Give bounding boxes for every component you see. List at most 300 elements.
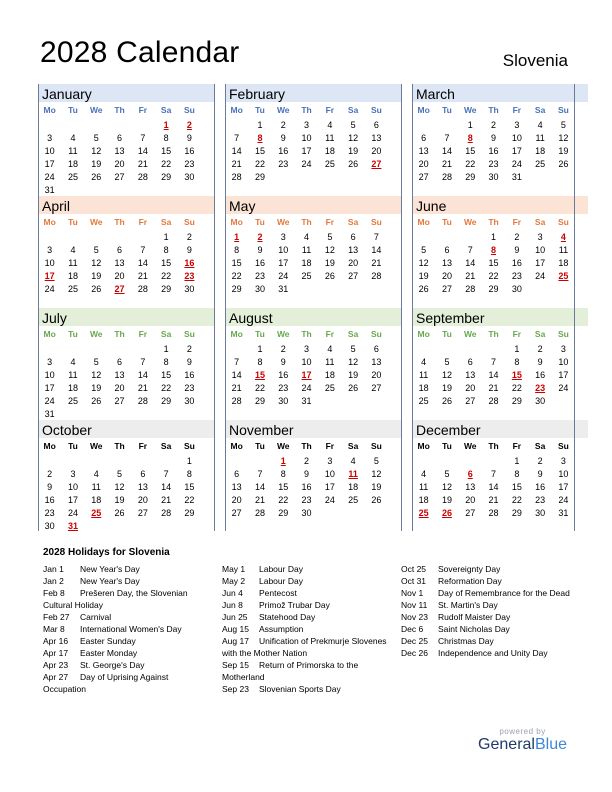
day-cell: 26	[324, 271, 335, 281]
empty-day-cell	[154, 455, 177, 468]
weekday-label: Sa	[160, 329, 172, 339]
holiday-date: Dec 25	[401, 636, 428, 646]
weekday-header	[225, 438, 401, 455]
day-cell: 2	[491, 120, 497, 130]
holiday-item	[401, 611, 571, 623]
day-cell: 27	[114, 396, 125, 406]
empty-day-cell	[61, 455, 84, 468]
empty-day-cell	[38, 343, 61, 356]
empty-day-cell	[61, 343, 84, 356]
holiday-day-cell: 4	[560, 232, 566, 242]
day-cell: 18	[67, 159, 78, 169]
weekday-label: Sa	[347, 217, 359, 227]
day-cell: 13	[114, 370, 125, 380]
weekday-label: Sa	[534, 217, 546, 227]
weekday-header	[38, 102, 214, 119]
week-row	[225, 145, 401, 158]
day-cell: 7	[234, 133, 240, 143]
weekday-label: Mo	[417, 441, 430, 451]
day-cell: 25	[324, 159, 335, 169]
day-cell: 12	[91, 370, 102, 380]
holiday-day-cell: 23	[535, 383, 546, 393]
holidays-column-1	[43, 563, 213, 695]
powered-by-text: powered by	[499, 727, 546, 736]
month-header	[38, 196, 214, 214]
day-cell: 20	[114, 383, 125, 393]
day-cell: 19	[91, 383, 102, 393]
day-cell: 30	[278, 396, 289, 406]
day-cell: 1	[467, 120, 473, 130]
day-cell: 17	[44, 159, 55, 169]
day-cell: 17	[558, 370, 569, 380]
month-name: August	[229, 310, 273, 326]
empty-day-cell	[459, 231, 482, 244]
weekday-label: Tu	[68, 105, 78, 115]
holiday-date: Dec 6	[401, 624, 424, 634]
day-cell: 17	[44, 383, 55, 393]
week-row	[38, 395, 214, 408]
day-cell: 25	[348, 495, 359, 505]
divider-line	[214, 84, 215, 531]
day-cell: 16	[535, 370, 546, 380]
day-cell: 11	[68, 258, 78, 268]
holiday-date: Nov 11	[401, 600, 428, 610]
weekday-label: Sa	[160, 217, 172, 227]
week-row	[412, 145, 588, 158]
day-cell: 18	[324, 370, 335, 380]
day-cell: 10	[44, 370, 55, 380]
weekday-label: Sa	[534, 105, 546, 115]
empty-day-cell	[341, 507, 364, 520]
week-row	[225, 343, 401, 356]
day-cell: 19	[348, 146, 359, 156]
day-cell: 14	[137, 258, 148, 268]
holiday-date: Aug 15	[222, 624, 249, 634]
day-cell: 9	[491, 133, 497, 143]
holiday-day-cell: 11	[348, 469, 358, 479]
day-cell: 1	[491, 232, 497, 242]
day-cell: 28	[441, 172, 452, 182]
day-cell: 19	[348, 370, 359, 380]
day-cell: 3	[560, 344, 566, 354]
weekday-label: Mo	[230, 329, 243, 339]
week-row	[225, 468, 401, 481]
holiday-item	[43, 671, 213, 695]
empty-day-cell	[365, 395, 388, 408]
day-cell: 16	[44, 495, 55, 505]
month-name: June	[416, 198, 447, 214]
day-cell: 2	[186, 344, 192, 354]
day-cell: 11	[325, 357, 335, 367]
holiday-day-cell: 25	[91, 508, 102, 518]
empty-day-cell	[85, 231, 108, 244]
month-name: April	[42, 198, 71, 214]
day-cell: 28	[161, 508, 172, 518]
day-cell: 13	[371, 357, 382, 367]
month-header	[225, 308, 401, 326]
day-cell: 23	[488, 159, 499, 169]
day-cell: 15	[161, 146, 172, 156]
day-cell: 4	[70, 133, 76, 143]
day-cell: 25	[418, 396, 429, 406]
day-cell: 12	[418, 258, 429, 268]
week-row	[412, 468, 588, 481]
day-cell: 2	[537, 456, 543, 466]
empty-day-cell	[528, 283, 551, 296]
holiday-name: Carnival	[80, 612, 112, 622]
day-cell: 13	[348, 245, 359, 255]
day-cell: 22	[231, 271, 242, 281]
day-cell: 11	[68, 146, 78, 156]
day-cell: 22	[465, 159, 476, 169]
holiday-item	[222, 599, 392, 611]
weekday-label: Tu	[68, 217, 78, 227]
holiday-item	[222, 635, 392, 659]
holiday-name: Rudolf Maister Day	[438, 612, 511, 622]
holiday-day-cell: 17	[301, 370, 312, 380]
day-cell: 23	[511, 271, 522, 281]
holiday-day-cell: 8	[257, 133, 263, 143]
weekday-label: We	[276, 329, 290, 339]
weekday-label: Sa	[160, 441, 172, 451]
day-cell: 6	[117, 357, 123, 367]
empty-day-cell	[85, 119, 108, 132]
day-cell: 6	[117, 245, 123, 255]
day-cell: 17	[511, 146, 522, 156]
month-august	[225, 308, 401, 408]
day-cell: 31	[511, 172, 522, 182]
week-row	[225, 244, 401, 257]
day-cell: 23	[278, 383, 289, 393]
week-row	[38, 132, 214, 145]
weekday-label: Fr	[138, 441, 148, 451]
day-cell: 6	[444, 245, 450, 255]
day-cell: 5	[117, 469, 123, 479]
day-cell: 3	[47, 133, 53, 143]
week-row	[225, 382, 401, 395]
empty-day-cell	[225, 343, 248, 356]
day-cell: 13	[114, 146, 125, 156]
day-cell: 23	[184, 383, 195, 393]
week-row	[38, 270, 214, 283]
holiday-item	[401, 623, 571, 635]
day-cell: 30	[511, 284, 522, 294]
weekday-label: Su	[183, 217, 195, 227]
day-cell: 27	[137, 508, 148, 518]
day-cell: 15	[278, 482, 289, 492]
empty-day-cell	[365, 507, 388, 520]
day-cell: 27	[418, 172, 429, 182]
day-cell: 22	[254, 383, 265, 393]
weekday-label: Tu	[255, 217, 265, 227]
empty-day-cell	[108, 520, 131, 533]
holiday-item	[222, 563, 392, 575]
weekday-label: Su	[557, 441, 569, 451]
week-row	[38, 244, 214, 257]
day-cell: 10	[511, 133, 522, 143]
day-cell: 2	[280, 344, 286, 354]
weekday-label: Th	[488, 217, 499, 227]
weekday-label: Tu	[442, 105, 452, 115]
empty-day-cell	[131, 455, 154, 468]
day-cell: 31	[301, 396, 312, 406]
empty-day-cell	[435, 119, 458, 132]
month-name: February	[229, 86, 286, 102]
day-cell: 21	[441, 159, 452, 169]
day-cell: 23	[254, 271, 265, 281]
holiday-name: Sovereignty Day	[438, 564, 501, 574]
empty-day-cell	[482, 455, 505, 468]
holiday-name: New Year's Day	[80, 576, 140, 586]
holiday-item	[43, 587, 213, 611]
weekday-label: Mo	[43, 441, 56, 451]
day-cell: 4	[327, 344, 333, 354]
divider-line	[401, 84, 402, 531]
day-cell: 12	[91, 146, 102, 156]
day-cell: 9	[186, 133, 192, 143]
empty-day-cell	[38, 119, 61, 132]
day-cell: 13	[231, 482, 242, 492]
holiday-name: Labour Day	[259, 564, 303, 574]
holiday-item	[43, 647, 213, 659]
month-header	[38, 84, 214, 102]
day-cell: 8	[514, 357, 520, 367]
weekday-label: We	[89, 105, 103, 115]
weekday-label: Fr	[325, 217, 335, 227]
weekday-label: We	[89, 441, 103, 451]
day-cell: 2	[304, 456, 310, 466]
month-june	[412, 196, 588, 296]
day-cell: 14	[488, 482, 499, 492]
weekday-label: Th	[488, 441, 499, 451]
day-cell: 21	[465, 271, 476, 281]
page-title: 2028 Calendar	[40, 36, 240, 69]
holiday-day-cell: 23	[184, 271, 195, 281]
weekday-label: Fr	[325, 441, 335, 451]
day-cell: 21	[488, 495, 499, 505]
empty-day-cell	[552, 171, 575, 184]
empty-day-cell	[108, 455, 131, 468]
month-february	[225, 84, 401, 184]
weekday-label: Su	[557, 217, 569, 227]
brand-logo	[478, 736, 567, 754]
day-cell: 29	[278, 508, 289, 518]
day-cell: 3	[47, 245, 53, 255]
month-september	[412, 308, 588, 408]
day-cell: 3	[280, 232, 286, 242]
day-cell: 1	[257, 120, 263, 130]
day-cell: 20	[114, 271, 125, 281]
empty-day-cell	[225, 455, 248, 468]
week-row	[38, 171, 214, 184]
day-cell: 25	[67, 396, 78, 406]
day-cell: 3	[304, 344, 310, 354]
month-january	[38, 84, 214, 197]
day-cell: 26	[371, 495, 382, 505]
holiday-date: May 1	[222, 564, 246, 574]
day-cell: 1	[163, 344, 169, 354]
day-cell: 4	[304, 232, 310, 242]
holiday-date: Oct 31	[401, 576, 427, 586]
weekday-label: We	[276, 441, 290, 451]
divider-line	[574, 84, 575, 531]
weekday-label: Tu	[255, 105, 265, 115]
day-cell: 27	[348, 271, 359, 281]
week-row	[225, 132, 401, 145]
day-cell: 21	[371, 258, 382, 268]
month-name: January	[42, 86, 92, 102]
empty-day-cell	[85, 520, 108, 533]
day-cell: 22	[161, 159, 172, 169]
day-cell: 15	[231, 258, 242, 268]
weekday-label: Su	[370, 105, 382, 115]
day-cell: 17	[301, 146, 312, 156]
day-cell: 14	[231, 370, 242, 380]
week-row	[38, 468, 214, 481]
weekday-label: Mo	[230, 441, 243, 451]
day-cell: 29	[161, 172, 172, 182]
day-cell: 12	[441, 482, 452, 492]
holiday-day-cell: 15	[254, 370, 265, 380]
month-header	[225, 420, 401, 438]
holiday-item	[401, 599, 571, 611]
empty-day-cell	[131, 520, 154, 533]
day-cell: 23	[184, 159, 195, 169]
weekday-label: Su	[183, 105, 195, 115]
day-cell: 19	[91, 271, 102, 281]
day-cell: 19	[418, 271, 429, 281]
day-cell: 31	[44, 185, 55, 195]
day-cell: 22	[161, 383, 172, 393]
day-cell: 21	[161, 495, 172, 505]
day-cell: 10	[558, 357, 569, 367]
day-cell: 21	[231, 383, 242, 393]
holiday-name: St. Martin's Day	[438, 600, 498, 610]
weekday-label: Th	[301, 441, 312, 451]
month-march	[412, 84, 588, 184]
day-cell: 12	[114, 482, 125, 492]
week-row	[412, 343, 588, 356]
holidays-title: 2028 Holidays for Slovenia	[43, 547, 170, 558]
day-cell: 28	[231, 396, 242, 406]
week-row	[412, 231, 588, 244]
day-cell: 2	[537, 344, 543, 354]
day-cell: 16	[511, 258, 522, 268]
week-row	[38, 520, 214, 533]
weekday-label: Th	[488, 329, 499, 339]
weekday-label: We	[463, 329, 477, 339]
day-cell: 29	[231, 284, 242, 294]
day-cell: 11	[68, 370, 78, 380]
day-cell: 12	[91, 258, 102, 268]
holiday-day-cell: 16	[184, 258, 195, 268]
empty-day-cell	[38, 231, 61, 244]
weekday-label: Th	[114, 105, 125, 115]
day-cell: 13	[465, 482, 476, 492]
empty-day-cell	[412, 455, 435, 468]
week-row	[225, 369, 401, 382]
empty-day-cell	[318, 171, 341, 184]
week-row	[38, 231, 214, 244]
day-cell: 5	[93, 245, 99, 255]
holiday-name: Easter Monday	[80, 648, 138, 658]
holiday-day-cell: 27	[114, 284, 125, 294]
weekday-label: Sa	[534, 441, 546, 451]
week-row	[225, 481, 401, 494]
empty-day-cell	[365, 171, 388, 184]
day-cell: 1	[163, 232, 169, 242]
holiday-item	[401, 647, 571, 659]
day-cell: 28	[137, 396, 148, 406]
holiday-name: Prešeren Day, the Slovenian Cultural Holiday	[43, 588, 188, 610]
holiday-date: Oct 25	[401, 564, 427, 574]
day-cell: 24	[278, 271, 289, 281]
holiday-item	[43, 623, 213, 635]
day-cell: 10	[44, 258, 55, 268]
holiday-day-cell: 31	[67, 521, 78, 531]
day-cell: 22	[184, 495, 195, 505]
weekday-label: Fr	[512, 329, 522, 339]
day-cell: 5	[93, 357, 99, 367]
day-cell: 11	[91, 482, 101, 492]
day-cell: 1	[514, 344, 520, 354]
day-cell: 10	[535, 245, 546, 255]
day-cell: 26	[348, 159, 359, 169]
day-cell: 30	[184, 172, 195, 182]
day-cell: 28	[254, 508, 265, 518]
day-cell: 9	[537, 357, 543, 367]
weekday-label: We	[89, 329, 103, 339]
weekday-header	[225, 326, 401, 343]
empty-day-cell	[365, 283, 388, 296]
week-row	[412, 119, 588, 132]
day-cell: 13	[465, 370, 476, 380]
day-cell: 30	[254, 284, 265, 294]
empty-day-cell	[154, 520, 177, 533]
day-cell: 8	[163, 357, 169, 367]
weekday-label: Th	[114, 441, 125, 451]
holiday-date: Mar 8	[43, 624, 65, 634]
week-row	[38, 382, 214, 395]
day-cell: 5	[93, 133, 99, 143]
day-cell: 25	[67, 172, 78, 182]
day-cell: 12	[348, 133, 359, 143]
day-cell: 12	[324, 245, 335, 255]
month-header	[38, 420, 214, 438]
weekday-label: Sa	[160, 105, 172, 115]
day-cell: 29	[254, 172, 265, 182]
weekday-label: Sa	[347, 329, 359, 339]
weekday-label: Su	[370, 441, 382, 451]
day-cell: 6	[117, 133, 123, 143]
day-cell: 5	[350, 120, 356, 130]
day-cell: 20	[465, 495, 476, 505]
empty-day-cell	[38, 455, 61, 468]
month-name: November	[229, 422, 294, 438]
empty-day-cell	[225, 119, 248, 132]
month-header	[412, 84, 588, 102]
day-cell: 18	[91, 495, 102, 505]
day-cell: 8	[163, 133, 169, 143]
day-cell: 5	[444, 469, 450, 479]
holiday-day-cell: 17	[44, 271, 55, 281]
empty-day-cell	[435, 455, 458, 468]
empty-day-cell	[178, 520, 201, 533]
day-cell: 24	[535, 271, 546, 281]
holiday-item	[222, 611, 392, 623]
holiday-item	[401, 587, 571, 599]
holiday-day-cell: 15	[511, 370, 522, 380]
